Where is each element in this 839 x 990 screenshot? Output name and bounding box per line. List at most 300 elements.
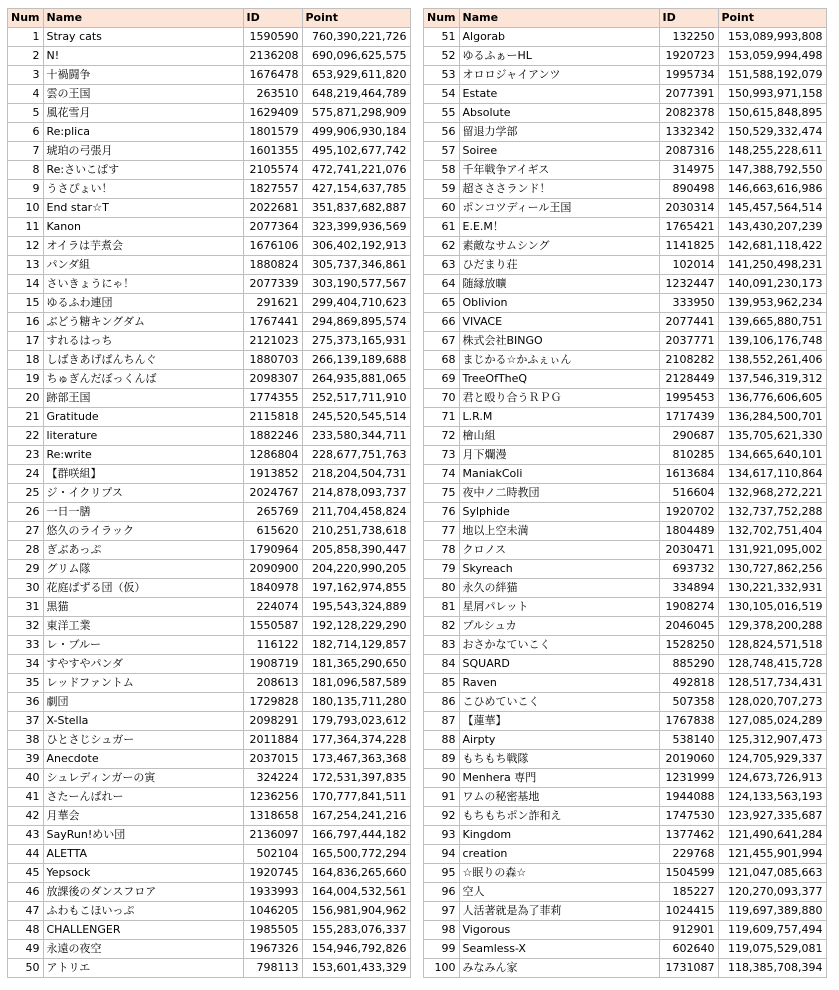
row-id: 1729828 — [243, 693, 302, 712]
row-num: 46 — [8, 883, 44, 902]
row-num: 86 — [424, 693, 460, 712]
row-point: 146,663,616,986 — [718, 180, 826, 199]
row-id: 2087316 — [659, 142, 718, 161]
row-name: Oblivion — [459, 294, 659, 313]
row-point: 123,927,335,687 — [718, 807, 826, 826]
row-num: 91 — [424, 788, 460, 807]
row-num: 40 — [8, 769, 44, 788]
row-id: 502104 — [243, 845, 302, 864]
row-point: 132,968,272,221 — [718, 484, 826, 503]
row-num: 55 — [424, 104, 460, 123]
row-id: 2115818 — [243, 408, 302, 427]
row-num: 82 — [424, 617, 460, 636]
table-row — [8, 731, 411, 750]
row-name: パンダ組 — [43, 256, 243, 275]
row-name: 月華会 — [43, 807, 243, 826]
row-id: 333950 — [659, 294, 718, 313]
row-id: 2030471 — [659, 541, 718, 560]
row-point: 351,837,682,887 — [302, 199, 410, 218]
row-id: 1601355 — [243, 142, 302, 161]
row-point: 252,517,711,910 — [302, 389, 410, 408]
row-id: 116122 — [243, 636, 302, 655]
table-row — [8, 47, 411, 66]
row-point: 204,220,990,205 — [302, 560, 410, 579]
row-num: 41 — [8, 788, 44, 807]
row-id: 2108282 — [659, 351, 718, 370]
row-id: 538140 — [659, 731, 718, 750]
row-name: 随縁放曠 — [459, 275, 659, 294]
row-id: 1801579 — [243, 123, 302, 142]
table-row — [8, 940, 411, 959]
row-id: 229768 — [659, 845, 718, 864]
row-num: 2 — [8, 47, 44, 66]
row-point: 119,609,757,494 — [718, 921, 826, 940]
row-point: 760,390,221,726 — [302, 28, 410, 47]
table-row — [8, 161, 411, 180]
row-name: SQUARD — [459, 655, 659, 674]
table-row — [424, 275, 827, 294]
row-point: 136,776,606,605 — [718, 389, 826, 408]
table-row — [8, 807, 411, 826]
table-row — [424, 161, 827, 180]
row-id: 1913852 — [243, 465, 302, 484]
row-name: 雲の王国 — [43, 85, 243, 104]
row-num: 26 — [8, 503, 44, 522]
row-id: 208613 — [243, 674, 302, 693]
table-row — [424, 940, 827, 959]
row-point: 266,139,189,688 — [302, 351, 410, 370]
row-num: 88 — [424, 731, 460, 750]
row-id: 1995734 — [659, 66, 718, 85]
row-point: 119,697,389,880 — [718, 902, 826, 921]
row-name: 十禍闘争 — [43, 66, 243, 85]
row-num: 61 — [424, 218, 460, 237]
row-id: 492818 — [659, 674, 718, 693]
row-name: creation — [459, 845, 659, 864]
table-row — [424, 123, 827, 142]
table-row — [424, 104, 827, 123]
row-id: 185227 — [659, 883, 718, 902]
row-point: 164,836,265,660 — [302, 864, 410, 883]
row-num: 15 — [8, 294, 44, 313]
row-name: 黒猫 — [43, 598, 243, 617]
row-name: もちもちポン詐和え — [459, 807, 659, 826]
table-row — [424, 199, 827, 218]
row-name: 株式会社BINGO — [459, 332, 659, 351]
row-id: 1590590 — [243, 28, 302, 47]
row-point: 166,797,444,182 — [302, 826, 410, 845]
row-name: グリム隊 — [43, 560, 243, 579]
table-row — [8, 769, 411, 788]
row-id: 1920723 — [659, 47, 718, 66]
row-name: TreeOfTheQ — [459, 370, 659, 389]
row-point: 137,546,319,312 — [718, 370, 826, 389]
table-row — [424, 560, 827, 579]
row-point: 305,737,346,861 — [302, 256, 410, 275]
row-num: 23 — [8, 446, 44, 465]
row-id: 2121023 — [243, 332, 302, 351]
row-point: 119,075,529,081 — [718, 940, 826, 959]
row-name: さいきょうにゃ！ — [43, 275, 243, 294]
row-point: 427,154,637,785 — [302, 180, 410, 199]
row-num: 43 — [8, 826, 44, 845]
table-row — [8, 275, 411, 294]
row-num: 7 — [8, 142, 44, 161]
row-point: 245,520,545,514 — [302, 408, 410, 427]
table-row — [424, 66, 827, 85]
row-name: 琥珀の弓張月 — [43, 142, 243, 161]
row-name: アトリエ — [43, 959, 243, 978]
row-id: 102014 — [659, 256, 718, 275]
row-name: 悠久のライラック — [43, 522, 243, 541]
table-row — [8, 123, 411, 142]
row-name: クロノス — [459, 541, 659, 560]
table-row — [424, 503, 827, 522]
row-point: 151,588,192,079 — [718, 66, 826, 85]
row-id: 516604 — [659, 484, 718, 503]
table-row — [424, 731, 827, 750]
table-row — [8, 788, 411, 807]
row-name: Vigorous — [459, 921, 659, 940]
row-point: 205,858,390,447 — [302, 541, 410, 560]
row-point: 294,869,895,574 — [302, 313, 410, 332]
row-point: 153,059,994,498 — [718, 47, 826, 66]
row-name: 【群咲組】 — [43, 465, 243, 484]
table-row — [424, 807, 827, 826]
row-name: VIVACE — [459, 313, 659, 332]
row-id: 1790964 — [243, 541, 302, 560]
table-row — [424, 845, 827, 864]
row-num: 99 — [424, 940, 460, 959]
row-point: 155,283,076,337 — [302, 921, 410, 940]
row-num: 81 — [424, 598, 460, 617]
header-num: Num — [8, 9, 44, 28]
table-row — [424, 484, 827, 503]
row-id: 1286804 — [243, 446, 302, 465]
table-row — [8, 180, 411, 199]
row-point: 139,953,962,234 — [718, 294, 826, 313]
row-num: 8 — [8, 161, 44, 180]
row-num: 24 — [8, 465, 44, 484]
row-name: 跡部王国 — [43, 389, 243, 408]
table-row — [424, 389, 827, 408]
row-num: 32 — [8, 617, 44, 636]
row-num: 58 — [424, 161, 460, 180]
row-name: 超さささランド！ — [459, 180, 659, 199]
row-name: N! — [43, 47, 243, 66]
row-name: End star☆T — [43, 199, 243, 218]
row-id: 1765421 — [659, 218, 718, 237]
row-name: Menhera 専門 — [459, 769, 659, 788]
row-name: 留退力学部 — [459, 123, 659, 142]
table-row — [424, 370, 827, 389]
row-point: 141,250,498,231 — [718, 256, 826, 275]
table-row — [8, 28, 411, 47]
row-name: Stray cats — [43, 28, 243, 47]
row-point: 648,219,464,789 — [302, 85, 410, 104]
row-num: 100 — [424, 959, 460, 978]
row-id: 507358 — [659, 693, 718, 712]
row-id: 263510 — [243, 85, 302, 104]
row-id: 810285 — [659, 446, 718, 465]
row-name: オロロジャイアンツ — [459, 66, 659, 85]
row-id: 2019060 — [659, 750, 718, 769]
row-num: 72 — [424, 427, 460, 446]
row-point: 653,929,611,820 — [302, 66, 410, 85]
row-point: 154,946,792,826 — [302, 940, 410, 959]
row-name: ☆眠りの森☆ — [459, 864, 659, 883]
row-id: 885290 — [659, 655, 718, 674]
row-name: Kingdom — [459, 826, 659, 845]
header-id: ID — [243, 9, 302, 28]
row-id: 224074 — [243, 598, 302, 617]
row-point: 306,402,192,913 — [302, 237, 410, 256]
table-row — [8, 560, 411, 579]
row-point: 128,824,571,518 — [718, 636, 826, 655]
row-point: 177,364,374,228 — [302, 731, 410, 750]
table-row — [8, 712, 411, 731]
row-name: ぎぶあっぷ — [43, 541, 243, 560]
row-id: 1318658 — [243, 807, 302, 826]
table-row — [424, 47, 827, 66]
row-point: 499,906,930,184 — [302, 123, 410, 142]
row-id: 1908274 — [659, 598, 718, 617]
row-name: X-Stella — [43, 712, 243, 731]
row-name: ひだまり荘 — [459, 256, 659, 275]
row-point: 121,455,901,994 — [718, 845, 826, 864]
row-num: 30 — [8, 579, 44, 598]
row-id: 1377462 — [659, 826, 718, 845]
row-num: 5 — [8, 104, 44, 123]
row-id: 2136097 — [243, 826, 302, 845]
row-name: 空人 — [459, 883, 659, 902]
row-point: 134,665,640,101 — [718, 446, 826, 465]
row-id: 2030314 — [659, 199, 718, 218]
table-row — [8, 408, 411, 427]
row-num: 78 — [424, 541, 460, 560]
table-row — [8, 902, 411, 921]
table-row — [424, 332, 827, 351]
row-id: 2046045 — [659, 617, 718, 636]
row-point: 690,096,625,575 — [302, 47, 410, 66]
row-id: 1880703 — [243, 351, 302, 370]
table-row — [424, 826, 827, 845]
row-num: 54 — [424, 85, 460, 104]
row-num: 35 — [8, 674, 44, 693]
table-row — [8, 636, 411, 655]
row-point: 125,312,907,473 — [718, 731, 826, 750]
ranking-table-right — [423, 8, 827, 978]
row-point: 132,702,751,404 — [718, 522, 826, 541]
row-num: 3 — [8, 66, 44, 85]
row-point: 303,190,577,567 — [302, 275, 410, 294]
row-num: 64 — [424, 275, 460, 294]
row-point: 233,580,344,711 — [302, 427, 410, 446]
table-row — [424, 921, 827, 940]
row-point: 181,365,290,650 — [302, 655, 410, 674]
row-name: 東洋工業 — [43, 617, 243, 636]
row-point: 179,793,023,612 — [302, 712, 410, 731]
row-num: 13 — [8, 256, 44, 275]
row-num: 12 — [8, 237, 44, 256]
row-id: 912901 — [659, 921, 718, 940]
row-name: 檜山組 — [459, 427, 659, 446]
table-row — [8, 845, 411, 864]
row-point: 130,727,862,256 — [718, 560, 826, 579]
row-num: 42 — [8, 807, 44, 826]
row-point: 140,091,230,173 — [718, 275, 826, 294]
row-name: ジ・イクリプス — [43, 484, 243, 503]
table-row — [8, 693, 411, 712]
row-point: 130,105,016,519 — [718, 598, 826, 617]
table-row — [8, 579, 411, 598]
header-name: Name — [459, 9, 659, 28]
row-point: 275,373,165,931 — [302, 332, 410, 351]
row-name: ALETTA — [43, 845, 243, 864]
row-point: 172,531,397,835 — [302, 769, 410, 788]
table-row — [8, 199, 411, 218]
row-name: ポンコツディール王国 — [459, 199, 659, 218]
row-num: 31 — [8, 598, 44, 617]
row-id: 1880824 — [243, 256, 302, 275]
table-row — [424, 617, 827, 636]
table-row — [424, 218, 827, 237]
table-row — [8, 389, 411, 408]
row-num: 63 — [424, 256, 460, 275]
row-num: 21 — [8, 408, 44, 427]
table-row — [8, 617, 411, 636]
row-num: 47 — [8, 902, 44, 921]
row-name: ふわもこほいっぷ — [43, 902, 243, 921]
row-name: みなみん家 — [459, 959, 659, 978]
row-point: 138,552,261,406 — [718, 351, 826, 370]
row-point: 192,128,229,290 — [302, 617, 410, 636]
table-row — [8, 446, 411, 465]
row-num: 4 — [8, 85, 44, 104]
row-point: 128,748,415,728 — [718, 655, 826, 674]
row-id: 1840978 — [243, 579, 302, 598]
row-id: 693732 — [659, 560, 718, 579]
row-name: Kanon — [43, 218, 243, 237]
row-name: Anecdote — [43, 750, 243, 769]
row-id: 1985505 — [243, 921, 302, 940]
row-name: 花庭ぱずる団（仮） — [43, 579, 243, 598]
row-point: 139,665,880,751 — [718, 313, 826, 332]
row-point: 170,777,841,511 — [302, 788, 410, 807]
table-row — [8, 522, 411, 541]
row-num: 96 — [424, 883, 460, 902]
row-num: 75 — [424, 484, 460, 503]
row-point: 181,096,587,589 — [302, 674, 410, 693]
table-row — [8, 864, 411, 883]
row-point: 153,089,993,808 — [718, 28, 826, 47]
header-row — [424, 9, 827, 28]
row-id: 1767838 — [659, 712, 718, 731]
row-num: 87 — [424, 712, 460, 731]
table-row — [8, 674, 411, 693]
row-name: まじかる☆かふぇぃん — [459, 351, 659, 370]
row-name: おさかなていこく — [459, 636, 659, 655]
row-name: レ・ブルー — [43, 636, 243, 655]
table-row — [424, 313, 827, 332]
table-row — [8, 66, 411, 85]
table-row — [424, 750, 827, 769]
row-point: 150,993,971,158 — [718, 85, 826, 104]
row-point: 197,162,974,855 — [302, 579, 410, 598]
row-id: 1024415 — [659, 902, 718, 921]
row-id: 1717439 — [659, 408, 718, 427]
row-id: 615620 — [243, 522, 302, 541]
table-row — [424, 655, 827, 674]
row-num: 53 — [424, 66, 460, 85]
row-id: 2077391 — [659, 85, 718, 104]
row-num: 45 — [8, 864, 44, 883]
table-row — [424, 85, 827, 104]
row-point: 218,204,504,731 — [302, 465, 410, 484]
row-point: 264,935,881,065 — [302, 370, 410, 389]
row-name: 風花雪月 — [43, 104, 243, 123]
row-point: 299,404,710,623 — [302, 294, 410, 313]
row-name: ManiakColi — [459, 465, 659, 484]
header-id: ID — [659, 9, 718, 28]
row-point: 121,047,085,663 — [718, 864, 826, 883]
row-id: 291621 — [243, 294, 302, 313]
row-name: さたーんぱれー — [43, 788, 243, 807]
row-name: ちゅぎんだぼっくんば — [43, 370, 243, 389]
table-row — [424, 465, 827, 484]
row-point: 228,677,751,763 — [302, 446, 410, 465]
row-id: 1046205 — [243, 902, 302, 921]
row-num: 93 — [424, 826, 460, 845]
row-name: Gratitude — [43, 408, 243, 427]
row-id: 2098307 — [243, 370, 302, 389]
table-row — [424, 237, 827, 256]
row-point: 156,981,904,962 — [302, 902, 410, 921]
table-row — [424, 446, 827, 465]
row-name: プルシュカ — [459, 617, 659, 636]
table-row — [424, 408, 827, 427]
row-num: 59 — [424, 180, 460, 199]
row-id: 1550587 — [243, 617, 302, 636]
row-id: 1629409 — [243, 104, 302, 123]
row-num: 73 — [424, 446, 460, 465]
row-point: 120,270,093,377 — [718, 883, 826, 902]
row-point: 132,737,752,288 — [718, 503, 826, 522]
row-num: 77 — [424, 522, 460, 541]
row-name: 星屑パレット — [459, 598, 659, 617]
row-name: E.E.M！ — [459, 218, 659, 237]
row-num: 34 — [8, 655, 44, 674]
row-name: 放課後のダンスフロア — [43, 883, 243, 902]
row-num: 57 — [424, 142, 460, 161]
row-id: 334894 — [659, 579, 718, 598]
row-num: 69 — [424, 370, 460, 389]
row-id: 602640 — [659, 940, 718, 959]
row-name: ゆるふわ連団 — [43, 294, 243, 313]
row-id: 2011884 — [243, 731, 302, 750]
row-name: 劇団 — [43, 693, 243, 712]
table-row — [424, 142, 827, 161]
row-id: 290687 — [659, 427, 718, 446]
row-point: 145,457,564,514 — [718, 199, 826, 218]
row-point: 150,615,848,895 — [718, 104, 826, 123]
row-num: 28 — [8, 541, 44, 560]
row-num: 85 — [424, 674, 460, 693]
row-name: 永遠の夜空 — [43, 940, 243, 959]
row-point: 153,601,433,329 — [302, 959, 410, 978]
row-id: 1767441 — [243, 313, 302, 332]
row-point: 124,673,726,913 — [718, 769, 826, 788]
